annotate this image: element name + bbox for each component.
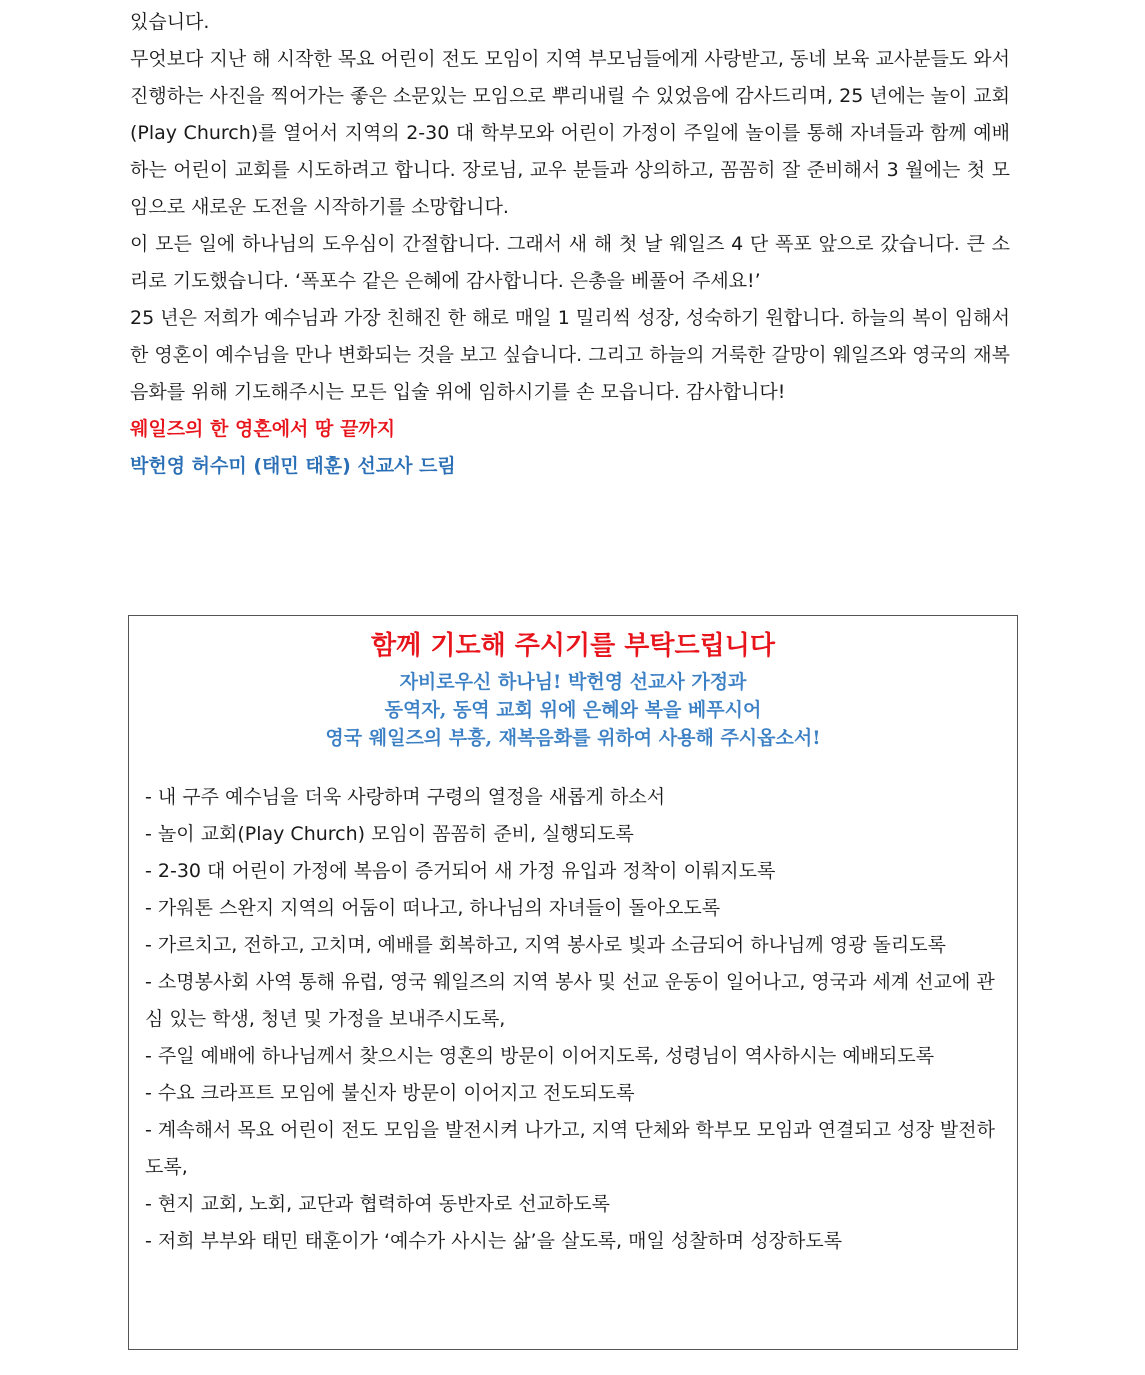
letter-paragraph: 무엇보다 지난 해 시작한 목요 어린이 전도 모임이 지역 부모님들에게 사랑받고, 동네 보육 교사분들도 와서 진행하는 사진을 찍어가는 좋은 소문있는 모임으로 뿌리내릴 수 있었음에 감사드리며, 25 년에는 놀이 교회(Play Church)를 열어서 지역의 2-30 대 학부모와 어린이 가정이 주일에 놀이를 통해 자녀들과 함께 예배하는 어린이 교회를 시도하려고 합니다. 장로님, 교우 분들과 상의하고, 꼼꼼히 잘 준비해서 3 월에는 첫 모임으로 새로운 도전을 시작하기를 소망합니다. bbox=[130, 48, 1010, 218]
prayer-item: - 가르치고, 전하고, 고치며, 예배를 회복하고, 지역 봉사로 빛과 소금되어 하나님께 영광 돌리도록 bbox=[145, 934, 946, 956]
prayer-item: - 주일 예배에 하나님께서 찾으시는 영혼의 방문이 이어지도록, 성령님이 역사하시는 예배되도록 bbox=[145, 1045, 935, 1067]
subtitle-line: 동역자, 동역 교회 위에 은혜와 복을 베푸시어 bbox=[384, 699, 762, 721]
prayer-request-box bbox=[128, 615, 1018, 1350]
prayer-item: - 내 구주 예수님을 더욱 사랑하며 구령의 열정을 새롭게 하소서 bbox=[145, 786, 666, 808]
prayer-item: - 저희 부부와 태민 태훈이가 ‘예수가 사시는 삶’을 살도록, 매일 성찰하며 성장하도록 bbox=[145, 1230, 843, 1252]
prayer-box-subtitle bbox=[129, 668, 1017, 752]
prayer-item: - 수요 크라프트 모임에 불신자 방문이 이어지고 전도되도록 bbox=[145, 1082, 635, 1104]
prayer-item: - 가워톤 스완지 지역의 어둠이 떠나고, 하나님의 자녀들이 돌아오도록 bbox=[145, 897, 721, 919]
prayer-item: - 현지 교회, 노회, 교단과 협력하여 동반자로 선교하도록 bbox=[145, 1193, 611, 1215]
letter-paragraph: 있습니다. bbox=[130, 11, 210, 33]
prayer-item: - 놀이 교회(Play Church) 모임이 꼼꼼히 준비, 실행되도록 bbox=[145, 823, 634, 845]
letter-paragraph: 이 모든 일에 하나님의 도우심이 간절합니다. 그래서 새 해 첫 날 웨일즈 4 단 폭포 앞으로 갔습니다. 큰 소리로 기도했습니다. ‘폭포수 같은 은혜에 감사합니다. 은총을 베풀어 주세요!’ bbox=[130, 233, 1010, 292]
letter-paragraph: 25 년은 저희가 예수님과 가장 친해진 한 해로 매일 1 밀리씩 성장, 성숙하기 원합니다. 하늘의 복이 임해서 한 영혼이 예수님을 만나 변화되는 것을 보고 싶습니다. 그리고 하늘의 거룩한 갈망이 웨일즈와 영국의 재복음화를 위해 기도해주시는 모든 입술 위에 임하시기를 손 모읍니다. 감사합니다! bbox=[130, 307, 1010, 403]
signature: 박헌영 허수미 (태민 태훈) 선교사 드림 bbox=[130, 455, 456, 477]
prayer-item: - 2-30 대 어린이 가정에 복음이 증거되어 새 가정 유입과 정착이 이뤄지도록 bbox=[145, 860, 776, 882]
prayer-item: - 소명봉사회 사역 통해 유럽, 영국 웨일즈의 지역 봉사 및 선교 운동이 일어나고, 영국과 세계 선교에 관심 있는 학생, 청년 및 가정을 보내주시도록, bbox=[145, 971, 995, 1030]
prayer-item: - 계속해서 목요 어린이 전도 모임을 발전시켜 나가고, 지역 단체와 학부모 모임과 연결되고 성장 발전하도록, bbox=[145, 1119, 995, 1178]
letter-body bbox=[130, 4, 1010, 485]
prayer-box-title: 함께 기도해 주시기를 부탁드립니다 bbox=[371, 631, 775, 661]
subtitle-line: 자비로우신 하나님! 박헌영 선교사 가정과 bbox=[399, 671, 747, 693]
motto: 웨일즈의 한 영혼에서 땅 끝까지 bbox=[130, 418, 396, 440]
prayer-items-list bbox=[145, 779, 1005, 1260]
subtitle-line: 영국 웨일즈의 부흥, 재복음화를 위하여 사용해 주시옵소서! bbox=[325, 727, 821, 749]
